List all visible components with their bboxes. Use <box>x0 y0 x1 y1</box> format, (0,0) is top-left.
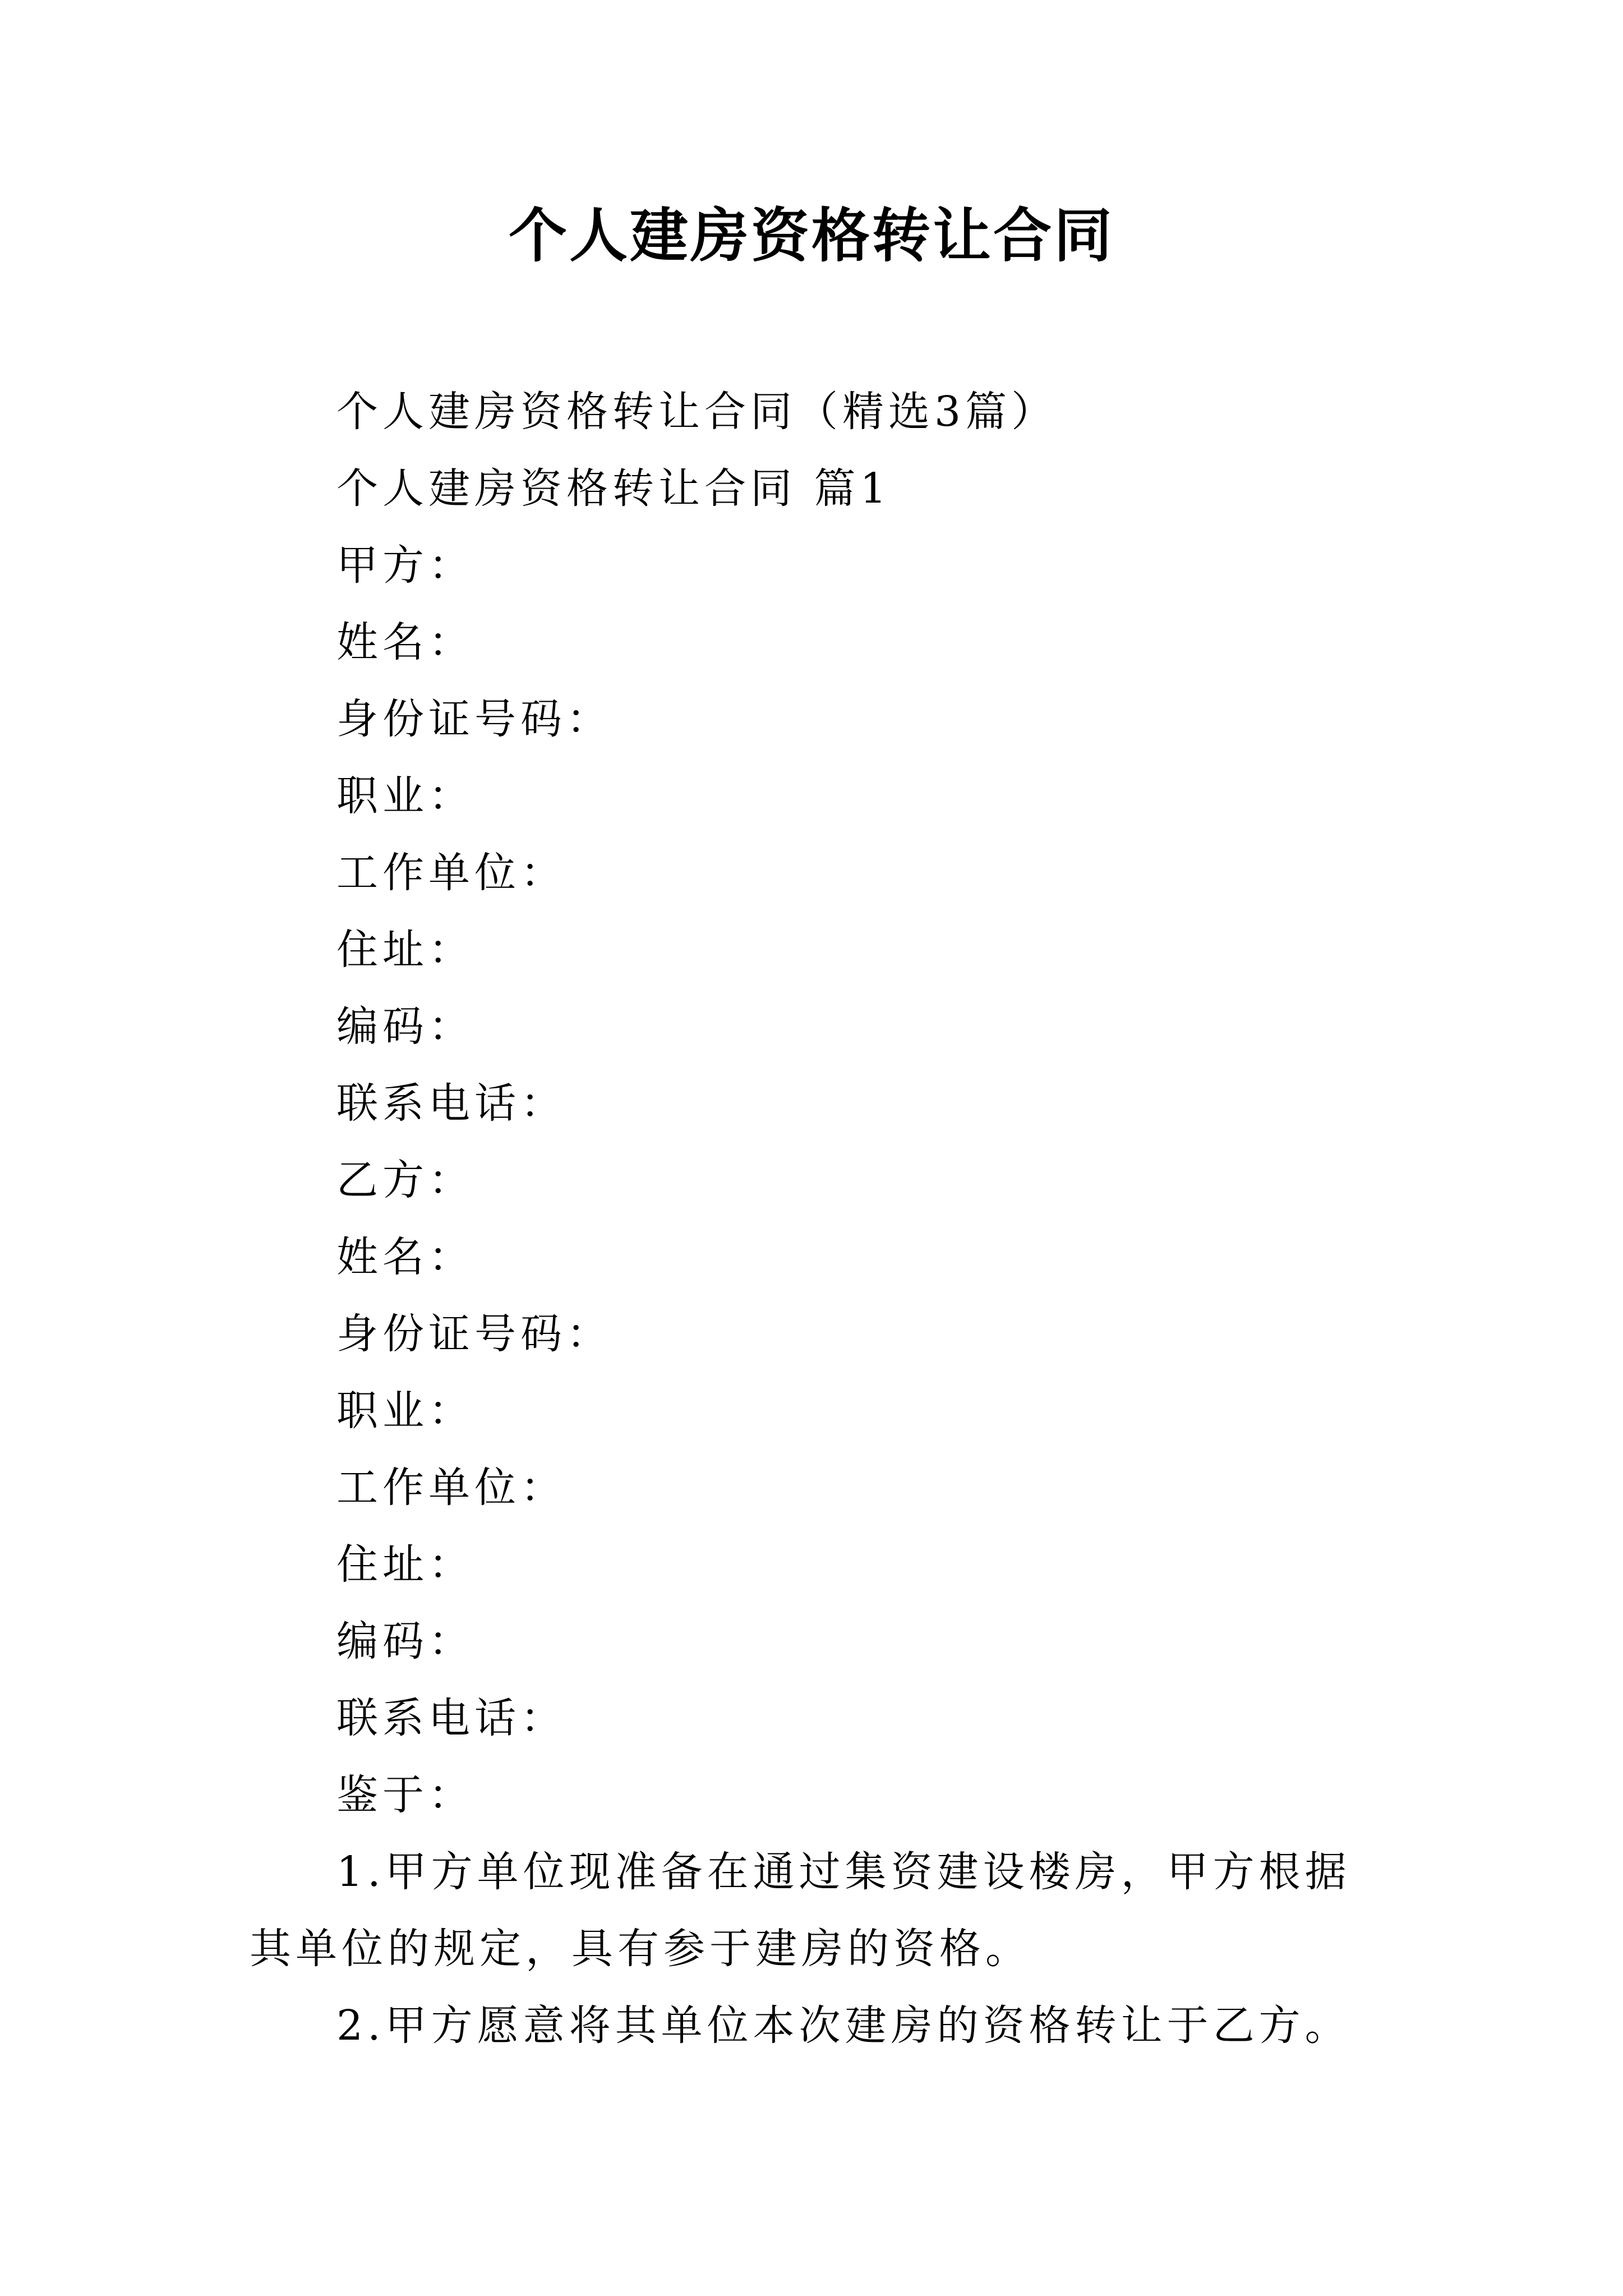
clause-1: 1.甲方单位现准备在通过集资建设楼房，甲方根据其单位的规定，具有参于建房的资格。 <box>250 1848 1351 1973</box>
party-b-phone-field: 联系电话： <box>336 1694 566 1742</box>
section-heading: 个人建房资格转让合同 篇1 <box>336 464 891 513</box>
party-b-label: 乙方： <box>336 1156 474 1204</box>
party-a-phone-field: 联系电话： <box>336 1079 566 1128</box>
document-body <box>250 374 1388 2064</box>
party-b-postal-code-field: 编码： <box>336 1617 474 1665</box>
party-b-address-field: 住址： <box>336 1540 474 1589</box>
party-a-name-field: 姓名： <box>336 618 474 666</box>
clause-2: 2.甲方愿意将其单位本次建房的资格转让于乙方。 <box>336 2001 1351 2050</box>
document-title: 个人建房资格转让合同 <box>508 201 1114 270</box>
party-b-occupation-field: 职业： <box>336 1387 474 1435</box>
document-subtitle: 个人建房资格转让合同（精选3篇） <box>336 388 1058 436</box>
party-b-name-field: 姓名： <box>336 1233 474 1281</box>
party-a-postal-code-field: 编码： <box>336 1002 474 1051</box>
party-a-label: 甲方： <box>336 541 474 590</box>
whereas-heading: 鉴于： <box>336 1771 474 1819</box>
party-a-id-field: 身份证号码： <box>336 695 612 743</box>
party-a-address-field: 住址： <box>336 926 474 974</box>
party-a-employer-field: 工作单位： <box>336 849 566 897</box>
party-b-id-field: 身份证号码： <box>336 1310 612 1358</box>
party-a-occupation-field: 职业： <box>336 772 474 820</box>
party-b-employer-field: 工作单位： <box>336 1464 566 1512</box>
